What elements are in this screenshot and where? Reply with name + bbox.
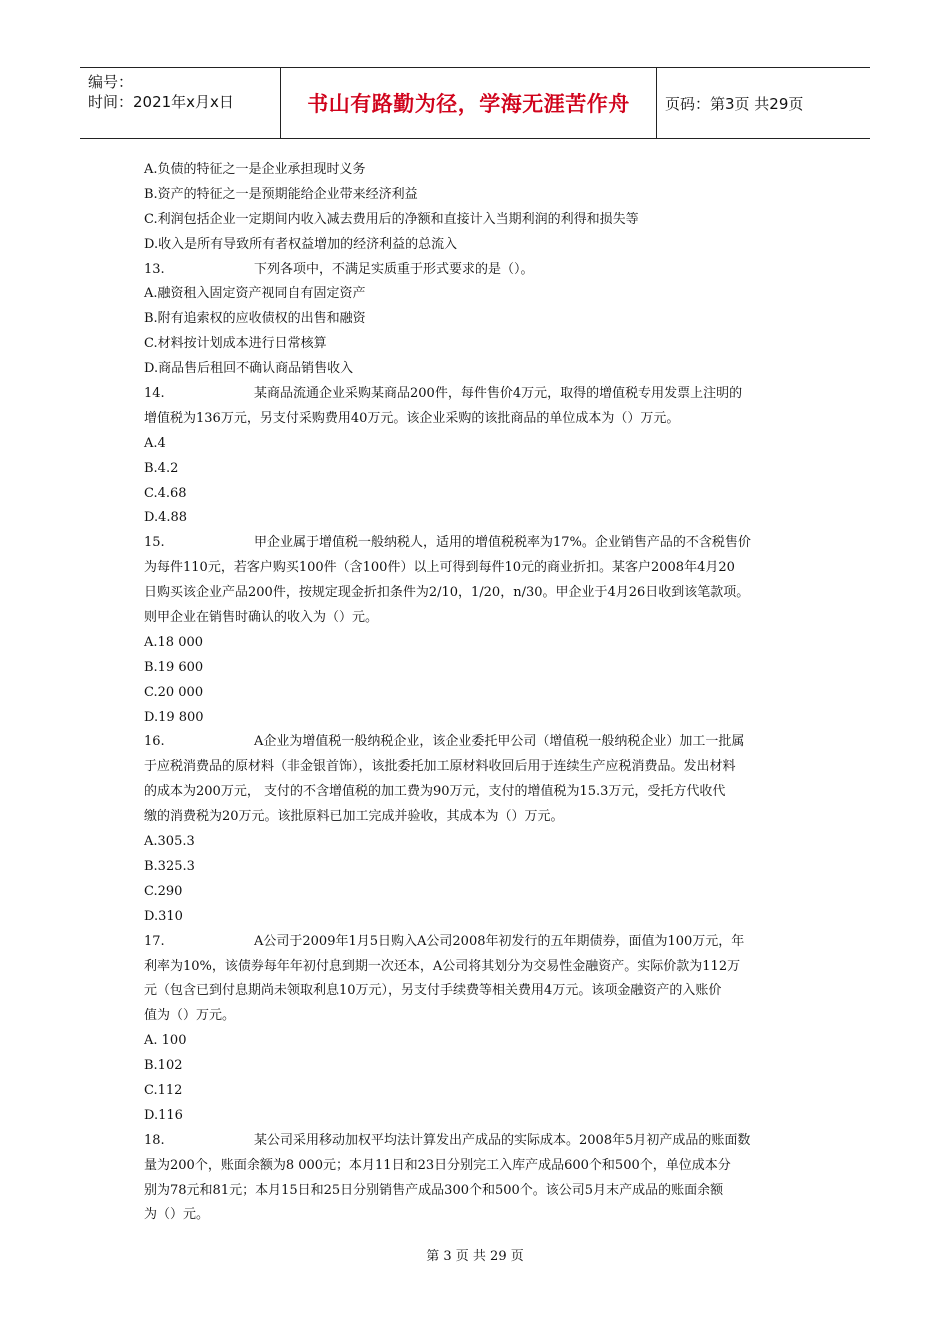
- question-text-line: 量为200个，账面余额为8 000元；本月11日和23日分别完工入库产成品600个和500个，单位成本分: [144, 1157, 731, 1173]
- question-text-line: 为（）元。: [144, 1207, 210, 1223]
- question-14-stem: [144, 382, 814, 407]
- question-17-stem: [144, 930, 814, 955]
- question-text-line: 别为78元和81元；本月15日和25日分别销售产成品300个和500个。该公司5月末产成品的账面余额: [144, 1182, 724, 1198]
- option-line: A. 100: [144, 1033, 187, 1049]
- option-line: D.4.88: [144, 510, 188, 526]
- question-text: 某商品流通企业采购某商品200件，每件售价4万元，取得的增值税专用发票上注明的: [254, 386, 743, 402]
- question-text-line: 利率为10%，该债券每年年初付息到期一次还本，A公司将其划分为交易性金融资产。实际价款为112万: [144, 958, 741, 974]
- question-15-stem: [144, 531, 814, 556]
- option-line: D.收入是所有导致所有者权益增加的经济利益的总流入: [144, 236, 458, 252]
- option-line: B.附有追索权的应收债权的出售和融资: [144, 311, 366, 327]
- question-text: A企业为增值税一般纳税企业，该企业委托甲公司（增值税一般纳税企业）加工一批属: [254, 734, 745, 750]
- question-text-line: 的成本为200万元， 支付的不含增值税的加工费为90万元，支付的增值税为15.3万元，受托方代收代: [144, 784, 726, 800]
- question-number: 17.: [144, 933, 165, 949]
- option-line: A.融资租入固定资产视同自有固定资产: [144, 286, 366, 302]
- option-line: C.20 000: [144, 684, 204, 700]
- question-text-line: 于应税消费品的原材料（非金银首饰），该批委托加工原材料收回后用于连续生产应税消费品。发出材料: [144, 759, 736, 775]
- question-number: 13.: [144, 261, 165, 277]
- page-header: [80, 67, 870, 139]
- option-line: C.材料按计划成本进行日常核算: [144, 336, 327, 352]
- question-text-line: 为每件110元，若客户购买100件（含100件）以上可得到每件10元的商业折扣。某客户2008年4月20: [144, 560, 735, 576]
- question-18-stem: [144, 1129, 814, 1154]
- document-body: [144, 158, 814, 1228]
- option-line: A.负债的特征之一是企业承担现时义务: [144, 162, 366, 177]
- question-text: A公司于2009年1月5日购入A公司2008年初发行的五年期债券，面值为100万元，年: [254, 933, 745, 949]
- option-line: C.利润包括企业一定期间内收入减去费用后的净额和直接计入当期利润的利得和损失等: [144, 211, 639, 227]
- question-text-line: 值为（）万元。: [144, 1008, 236, 1024]
- option-line: D.19 800: [144, 709, 204, 725]
- option-line: B.19 600: [144, 659, 204, 675]
- option-line: A.305.3: [144, 834, 195, 850]
- header-meta: [80, 68, 281, 138]
- option-line: C.4.68: [144, 485, 187, 501]
- option-line: C.290: [144, 883, 183, 899]
- option-line: D.310: [144, 908, 183, 924]
- question-text-line: 缴的消费税为20万元。该批原料已加工完成并验收，其成本为（）万元。: [144, 809, 564, 825]
- option-line: D.116: [144, 1107, 183, 1123]
- option-line: A.4: [144, 435, 166, 451]
- header-motto: 书山有路勤为径，学海无涯苦作舟: [281, 68, 657, 138]
- option-line: B.325.3: [144, 858, 195, 874]
- question-16-stem: [144, 730, 814, 755]
- option-line: C.112: [144, 1082, 183, 1098]
- option-line: B.102: [144, 1058, 183, 1074]
- question-number: 14.: [144, 386, 165, 402]
- question-text-line: 增值税为136万元，另支付采购费用40万元。该企业采购的该批商品的单位成本为（）万元。: [144, 410, 680, 426]
- question-text-line: 元（包含已到付息期尚未领取利息10万元），另支付手续费等相关费用4万元。该项金融资产的入账价: [144, 983, 722, 999]
- question-text: 某公司采用移动加权平均法计算发出产成品的实际成本。2008年5月初产成品的账面数: [254, 1132, 751, 1148]
- document-number-label: 编号：: [88, 73, 134, 91]
- question-number: 15.: [144, 535, 165, 551]
- document-time-label: 时间：2021年x月x日: [88, 93, 234, 111]
- question-text-line: 则甲企业在销售时确认的收入为（）元。: [144, 610, 379, 626]
- page-footer: 第 3 页 共 29 页: [426, 1249, 524, 1264]
- question-text: 甲企业属于增值税一般纳税人，适用的增值税税率为17%。企业销售产品的不含税售价: [254, 535, 751, 551]
- question-text: 下列各项中，不满足实质重于形式要求的是（）。: [254, 261, 534, 277]
- option-line: B.资产的特征之一是预期能给企业带来经济利益: [144, 186, 418, 202]
- option-line: A.18 000: [144, 634, 204, 650]
- header-page-label: 页码：第3页 共29页: [665, 94, 804, 113]
- option-line: D.商品售后租回不确认商品销售收入: [144, 361, 354, 377]
- question-number: 16.: [144, 734, 165, 750]
- question-13-stem: [144, 258, 814, 283]
- option-line: B.4.2: [144, 460, 179, 476]
- question-number: 18.: [144, 1132, 165, 1148]
- question-text-line: 日购买该企业产品200件，按规定现金折扣条件为2/10，1/20，n/30。甲企业于4月26日收到该笔款项。: [144, 585, 750, 601]
